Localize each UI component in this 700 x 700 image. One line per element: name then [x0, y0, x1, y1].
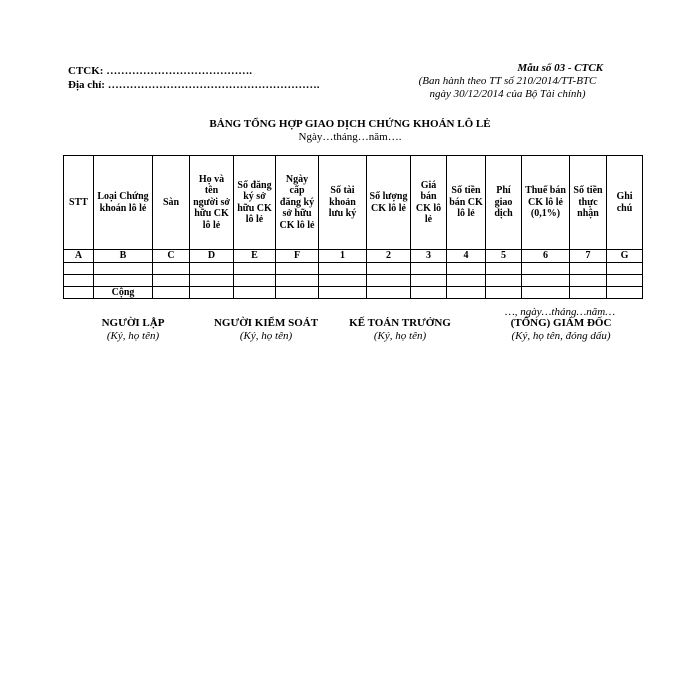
empty-cell — [486, 286, 522, 299]
column-code: 3 — [411, 250, 447, 263]
signature-date: …, ngày…tháng…năm… — [504, 306, 615, 318]
empty-cell — [447, 274, 486, 286]
empty-cell — [234, 286, 276, 299]
column-code: 4 — [447, 250, 486, 263]
signature-role: NGƯỜI KIỂM SOÁT — [213, 317, 319, 329]
transaction-table — [63, 155, 643, 299]
form-reference — [400, 62, 615, 101]
column-code: B — [94, 250, 153, 263]
empty-row — [64, 274, 643, 286]
document-title: BẢNG TỔNG HỢP GIAO DỊCH CHỨNG KHOÁN LÔ LẺ — [209, 118, 491, 130]
empty-cell — [64, 274, 94, 286]
empty-cell — [64, 286, 94, 299]
col-header: Phí giao dịch — [486, 156, 522, 250]
column-code: 1 — [319, 250, 367, 263]
col-header: Số tiền thực nhận — [570, 156, 607, 250]
empty-row — [64, 262, 643, 274]
signature-hint: (Ký, họ tên) — [373, 330, 427, 342]
empty-cell — [522, 274, 570, 286]
signature-role: (TỔNG) GIÁM ĐỐC — [510, 317, 612, 329]
col-header: Số tiền bán CK lô lẻ — [447, 156, 486, 250]
header-row — [64, 156, 643, 250]
empty-cell — [234, 274, 276, 286]
empty-cell — [411, 274, 447, 286]
empty-cell — [276, 286, 319, 299]
column-code: 5 — [486, 250, 522, 263]
signature-hint: (Ký, họ tên) — [106, 330, 160, 342]
company-line: CTCK: …………………………………. — [68, 65, 252, 77]
col-header: STT — [64, 156, 94, 250]
total-row — [64, 286, 643, 299]
col-header: Ngày cấp đăng ký sở hữu CK lô lẻ — [276, 156, 319, 250]
empty-cell — [319, 274, 367, 286]
col-header: Giá bán CK lô lẻ — [411, 156, 447, 250]
empty-cell — [367, 262, 411, 274]
column-code: 6 — [522, 250, 570, 263]
empty-cell — [486, 274, 522, 286]
signature-hint: (Ký, họ tên, đóng dấu) — [511, 330, 611, 342]
empty-cell — [411, 262, 447, 274]
column-code: 7 — [570, 250, 607, 263]
empty-cell — [570, 286, 607, 299]
empty-cell — [522, 286, 570, 299]
empty-cell — [276, 274, 319, 286]
col-header: Họ và tên người sở hữu CK lô lẻ — [190, 156, 234, 250]
signature-role: NGƯỜI LẬP — [101, 317, 165, 329]
issued-line-2: ngày 30/12/2014 của Bộ Tài chính) — [429, 88, 586, 100]
empty-cell — [94, 274, 153, 286]
col-header: Số đăng ký sở hữu CK lô lẻ — [234, 156, 276, 250]
empty-cell — [319, 286, 367, 299]
column-code: E — [234, 250, 276, 263]
signature-director — [488, 317, 634, 343]
empty-cell — [276, 262, 319, 274]
empty-cell — [607, 262, 643, 274]
signature-hint: (Ký, họ tên) — [239, 330, 293, 342]
empty-cell — [234, 262, 276, 274]
empty-cell — [607, 286, 643, 299]
total-label: Cộng — [94, 286, 153, 299]
empty-cell — [94, 262, 153, 274]
col-header: Số tài khoản lưu ký — [319, 156, 367, 250]
empty-cell — [190, 286, 234, 299]
column-code-row — [64, 250, 643, 263]
company-info — [68, 64, 319, 92]
empty-cell — [447, 262, 486, 274]
document-date: Ngày…tháng…năm…. — [298, 131, 402, 143]
column-code: 2 — [367, 250, 411, 263]
signature-controller — [196, 317, 336, 343]
empty-cell — [447, 286, 486, 299]
signature-role: KẾ TOÁN TRƯỞNG — [349, 317, 451, 329]
form-number: Mẫu số 03 - CTCK — [517, 62, 603, 74]
signature-preparer — [78, 317, 188, 343]
address-line: Địa chỉ: …………………………………………………. — [68, 79, 320, 91]
empty-cell — [190, 262, 234, 274]
column-code: C — [153, 250, 190, 263]
empty-cell — [411, 286, 447, 299]
empty-cell — [486, 262, 522, 274]
signature-chief-accountant — [332, 317, 468, 343]
empty-cell — [64, 262, 94, 274]
col-header: Thuế bán CK lô lẻ (0,1%) — [522, 156, 570, 250]
col-header: Sàn — [153, 156, 190, 250]
column-code: G — [607, 250, 643, 263]
column-code: A — [64, 250, 94, 263]
col-header: Ghi chú — [607, 156, 643, 250]
empty-cell — [153, 262, 190, 274]
empty-cell — [570, 274, 607, 286]
column-code: F — [276, 250, 319, 263]
column-code: D — [190, 250, 234, 263]
empty-cell — [522, 262, 570, 274]
empty-cell — [319, 262, 367, 274]
empty-cell — [153, 286, 190, 299]
empty-cell — [153, 274, 190, 286]
issued-line-1: (Ban hành theo TT số 210/2014/TT-BTC — [418, 75, 597, 87]
empty-cell — [570, 262, 607, 274]
col-header: Số lượng CK lô lẻ — [367, 156, 411, 250]
empty-cell — [607, 274, 643, 286]
empty-cell — [367, 286, 411, 299]
empty-cell — [190, 274, 234, 286]
col-header: Loại Chứng khoán lô lẻ — [94, 156, 153, 250]
empty-cell — [367, 274, 411, 286]
